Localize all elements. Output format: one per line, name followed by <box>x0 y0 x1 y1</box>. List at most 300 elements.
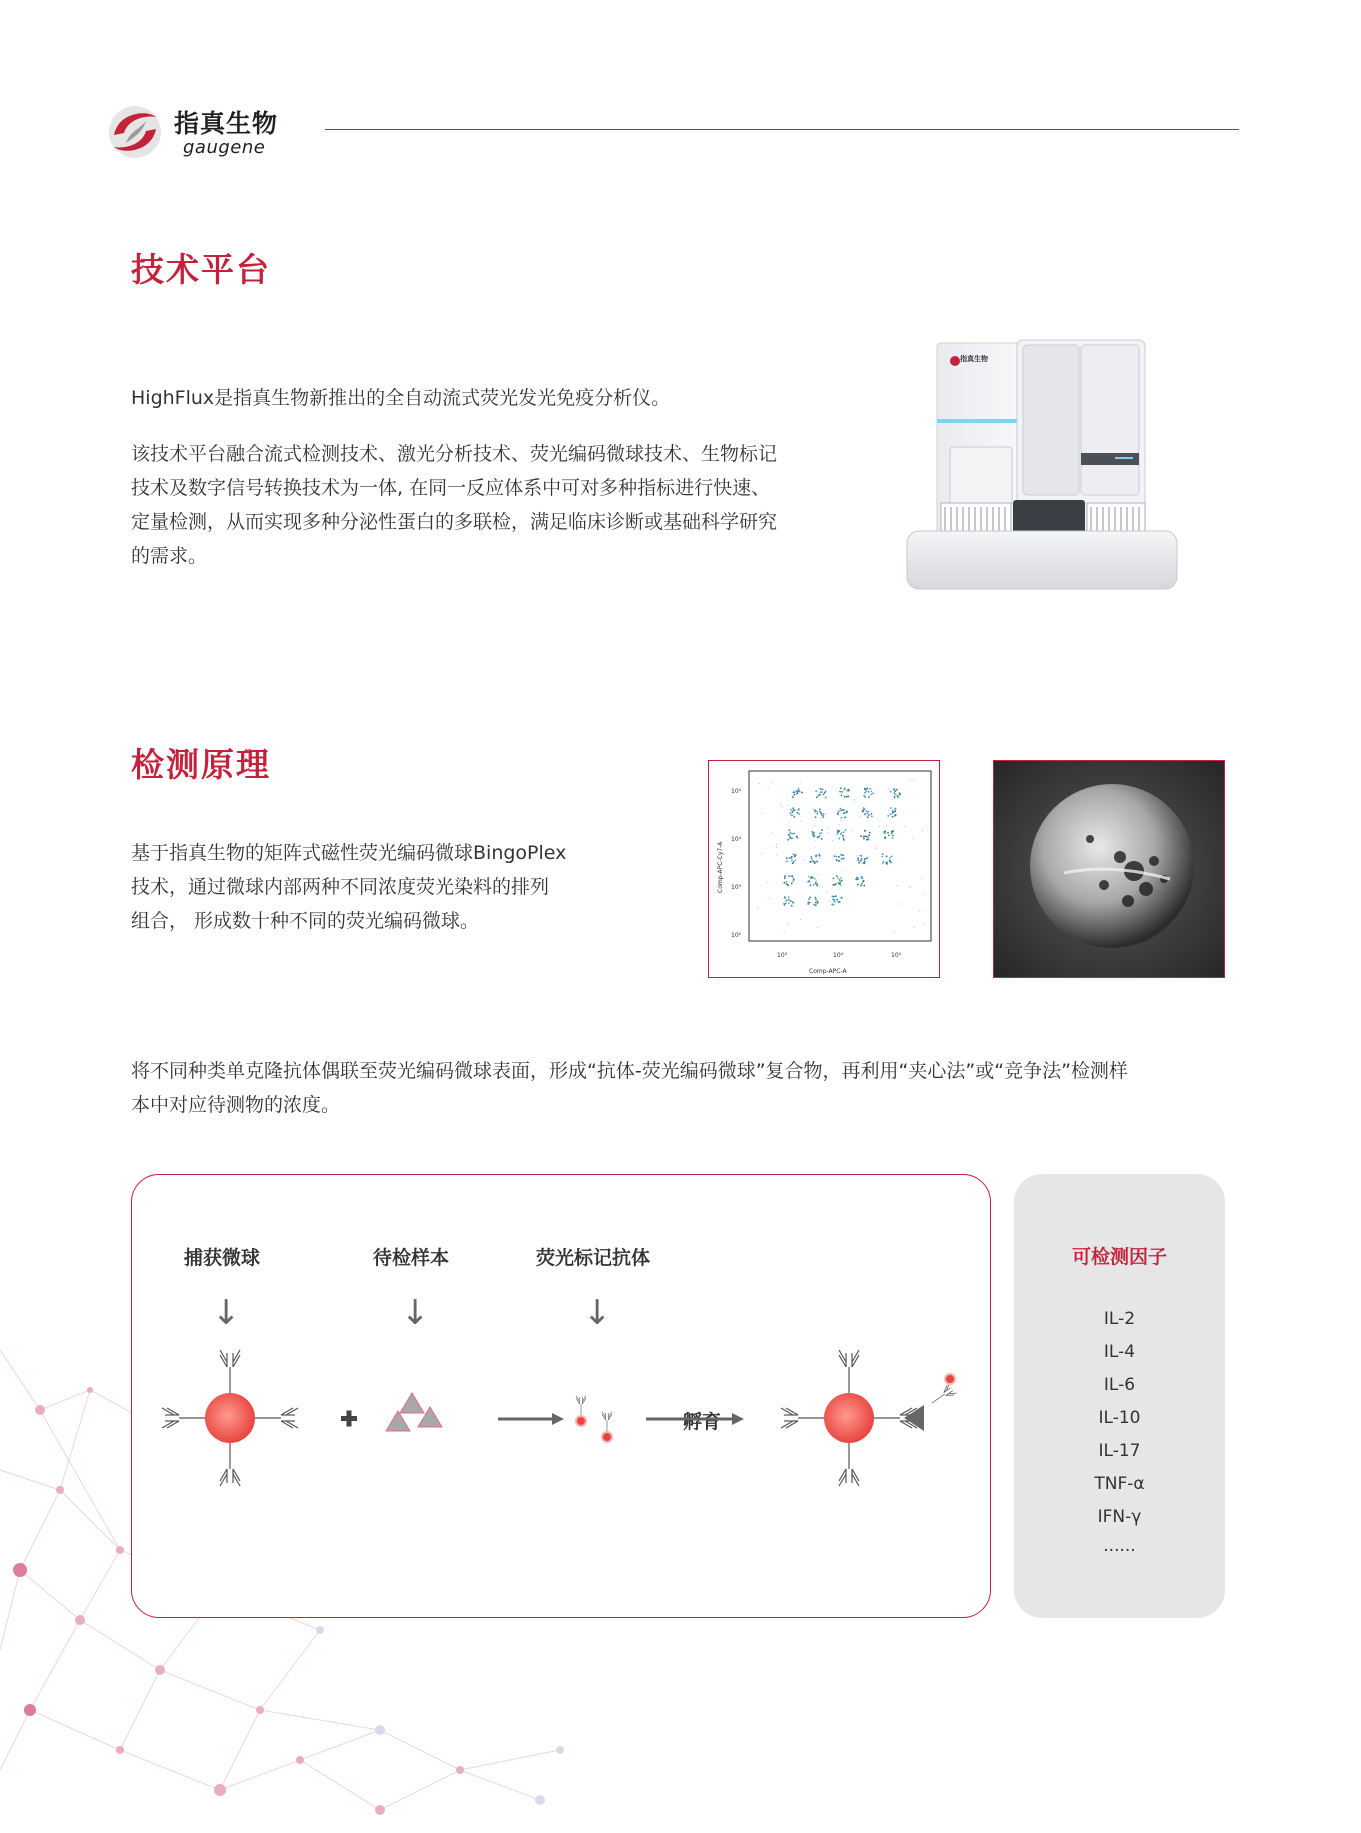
cytometry-dot <box>814 878 816 880</box>
cytometry-dot <box>860 836 862 838</box>
cytometry-dot <box>786 883 788 885</box>
cytometry-dot <box>787 839 789 841</box>
cytometry-dot <box>892 799 893 800</box>
cytometry-dot <box>791 856 793 858</box>
cytometry-dot <box>839 791 841 793</box>
factor-item: IL-10 <box>1098 1408 1141 1428</box>
cytometry-dot <box>799 791 801 793</box>
analyzer-device-image <box>905 335 1185 605</box>
cytometry-dot <box>897 885 898 886</box>
cytometry-dot <box>789 822 790 823</box>
cytometry-dot <box>863 838 865 840</box>
cytometry-dot <box>811 858 813 860</box>
cytometry-dot <box>892 816 894 818</box>
cytometry-dot <box>793 853 795 855</box>
cytometry-dot <box>825 790 827 792</box>
label-fluorescent-antibody: 荧光标记抗体 <box>535 1247 650 1269</box>
cytometry-dot <box>788 923 789 924</box>
cytometry-dot <box>812 808 813 809</box>
cytometry-dot <box>913 838 914 839</box>
cytometry-dot <box>882 853 884 855</box>
cytometry-dot <box>815 883 817 885</box>
cytometry-dot <box>891 830 893 832</box>
cytometry-dot <box>890 807 892 809</box>
cytometry-dot <box>899 794 901 796</box>
cytometry-dot <box>784 932 785 933</box>
cytometry-dot <box>829 901 830 902</box>
cytometry-dot <box>819 808 821 810</box>
cytometry-dot <box>792 807 794 809</box>
cytometry-dot <box>819 833 821 835</box>
cytometry-dot <box>860 885 862 887</box>
cytometry-dot <box>797 790 799 792</box>
factor-item: IL-6 <box>1103 1375 1136 1395</box>
cytometry-dot <box>759 783 760 784</box>
cytometry-dot <box>854 802 855 803</box>
cytometry-dot <box>762 813 763 814</box>
cytometry-dot <box>871 816 873 818</box>
cytometry-dot <box>815 899 817 901</box>
cytometry-dot <box>776 854 777 855</box>
cytometry-dot <box>841 858 843 860</box>
cytometry-dot <box>820 788 822 790</box>
label-capture-bead: 捕获微球 <box>183 1247 260 1269</box>
cytometry-dot <box>842 854 844 856</box>
y-tick-label: 10² <box>731 932 742 939</box>
cytometry-dot <box>894 796 896 798</box>
cytometry-dot <box>816 903 818 905</box>
cytometry-dot <box>881 856 883 858</box>
cytometry-dot <box>792 862 794 864</box>
platform-body-line: 该技术平台融合流式检测技术、激光分析技术、荧光编码微球技术、生物标记 <box>131 443 778 465</box>
cytometry-dot <box>819 835 821 837</box>
microsphere-sem-image <box>993 760 1225 978</box>
cytometry-dot <box>821 829 823 831</box>
cytometry-dot <box>841 880 843 882</box>
principle-body-line: 组合， 形成数十种不同的荧光编码微球。 <box>131 910 480 932</box>
cytometry-dot <box>789 813 791 815</box>
cytometry-dot <box>791 905 793 907</box>
cytometry-dot <box>796 836 798 838</box>
cytometry-dot <box>843 809 845 811</box>
cytometry-dot <box>840 808 842 810</box>
cytometry-dot <box>828 832 829 833</box>
cytometry-dot <box>871 791 873 793</box>
cytometry-dot <box>836 875 838 877</box>
cytometry-dot <box>790 809 792 811</box>
factor-item: IL-2 <box>1103 1309 1136 1329</box>
cytometry-dot <box>858 862 860 864</box>
cytometry-dot <box>800 821 801 822</box>
cytometry-dot <box>865 810 867 812</box>
cytometry-dot <box>864 813 866 815</box>
cytometry-dot <box>914 927 915 928</box>
cytometry-dot <box>871 813 873 815</box>
cytometry-dot <box>794 794 796 796</box>
y-axis-label: Comp-APC-Cy7-A <box>717 841 724 893</box>
cytometry-dot <box>868 796 870 798</box>
cytometry-dot <box>836 899 838 901</box>
cytometry-dot <box>791 860 793 862</box>
factor-item: IFN-γ <box>1097 1507 1142 1527</box>
cytometry-dot <box>868 795 869 796</box>
cytometry-dot <box>819 858 820 859</box>
cytometry-dot <box>879 826 880 827</box>
cytometry-dot <box>913 779 914 780</box>
cytometry-dot <box>861 858 863 860</box>
cytometry-dot <box>819 855 821 857</box>
cytometry-dot <box>816 883 818 885</box>
cytometry-dot <box>815 902 817 904</box>
cytometry-dot <box>757 908 758 909</box>
cytometry-dot <box>817 813 819 815</box>
cytometry-dot <box>891 833 893 835</box>
cytometry-dot <box>815 790 817 792</box>
cytometry-dot <box>852 830 853 831</box>
cytometry-dot <box>835 895 837 897</box>
cytometry-dot <box>919 911 920 912</box>
factor-item: TNF-α <box>1094 1474 1145 1494</box>
cytometry-dot <box>786 881 788 883</box>
cytometry-dot <box>813 904 815 906</box>
arrow-right-icon <box>646 1413 744 1425</box>
cytometry-dot <box>868 791 870 793</box>
gaugene-logo-icon <box>106 103 164 161</box>
cytometry-dot <box>816 796 818 798</box>
cytometry-dot <box>886 855 888 857</box>
cytometry-dot <box>868 857 869 858</box>
cytometry-dot <box>791 883 793 885</box>
arrow-down-icon: ↓ <box>212 1293 241 1333</box>
cytometry-dot <box>803 860 804 861</box>
capture-bead-icon <box>162 1350 298 1486</box>
cytometry-dot <box>817 927 818 928</box>
cytometry-dot <box>801 782 802 783</box>
cytometry-dot <box>840 810 842 812</box>
cytometry-dot <box>841 794 843 796</box>
cytometry-dot <box>839 881 841 883</box>
cytometry-dot <box>820 792 822 794</box>
detection-diagram <box>131 1174 991 1618</box>
cytometry-plot <box>709 761 941 979</box>
factor-item: IL-4 <box>1103 1342 1136 1362</box>
cytometry-dot <box>841 817 843 819</box>
cytometry-dot <box>790 832 792 834</box>
cytometry-dot <box>793 791 795 793</box>
cytometry-dot <box>838 901 840 903</box>
cytometry-dot <box>838 856 840 858</box>
cytometry-dot <box>886 825 887 826</box>
cytometry-dot <box>844 796 846 798</box>
cytometry-dot <box>857 878 859 880</box>
cytometry-dot <box>892 835 893 836</box>
cytometry-dot <box>798 788 800 790</box>
header-divider <box>325 129 1239 130</box>
cytometry-dot <box>866 839 868 841</box>
cytometry-dot <box>889 860 891 862</box>
cytometry-dot <box>836 859 838 861</box>
cytometry-dot <box>892 837 894 839</box>
cytometry-dot <box>791 811 793 813</box>
cytometry-dot <box>776 847 777 848</box>
cytometry-dot <box>813 884 815 886</box>
cytometry-dot <box>821 838 823 840</box>
cytometry-dot <box>868 834 870 836</box>
cytometry-dot <box>860 855 862 857</box>
fluorescent-antibody-icon <box>576 1396 612 1443</box>
cytometry-dot <box>808 876 810 878</box>
cytometry-dot <box>836 835 837 836</box>
cytometry-dot <box>846 811 848 813</box>
cytometry-dot <box>904 826 905 827</box>
cytometry-dot <box>813 836 815 838</box>
cytometry-dot <box>776 844 777 845</box>
cytometry-dot <box>839 830 841 832</box>
cytometry-dot <box>839 839 840 840</box>
cytometry-dot <box>788 896 790 898</box>
cytometry-dot <box>843 858 845 860</box>
cytometry-dot <box>837 878 839 880</box>
cytometry-dot <box>839 824 840 825</box>
cytometry-dot <box>797 792 799 794</box>
cytometry-dot <box>788 875 790 877</box>
platform-title: 技术平台 <box>131 250 271 289</box>
cytometry-dot <box>767 882 768 883</box>
cytometry-dot <box>894 809 895 810</box>
cytometry-dot <box>893 789 895 791</box>
cytometry-dot <box>841 897 843 899</box>
sample-antigen-icon <box>386 1393 442 1431</box>
cytometry-dot <box>815 816 817 818</box>
cytometry-dot <box>814 840 815 841</box>
brand-name-cn: 指真生物 <box>174 109 279 138</box>
cytometry-dot <box>826 891 827 892</box>
cytometry-dot <box>792 797 794 799</box>
arrow-right-icon <box>498 1413 564 1425</box>
cytometry-dot <box>850 904 851 905</box>
cytometry-dot <box>838 860 840 862</box>
cytometry-dot <box>843 831 845 833</box>
cytometry-dot <box>784 877 786 879</box>
cytometry-dot <box>857 884 859 886</box>
cytometry-dot <box>896 789 898 791</box>
cytometry-dot <box>857 857 859 859</box>
label-incubate: 孵育 <box>682 1411 721 1433</box>
cytometry-dot <box>815 811 817 813</box>
cytometry-dot <box>895 794 897 796</box>
cytometry-dot <box>818 874 819 875</box>
cytometry-dot <box>826 813 827 814</box>
cytometry-dot <box>787 805 788 806</box>
cytometry-dot <box>791 901 793 903</box>
cytometry-dot <box>844 812 846 814</box>
cytometry-dot <box>840 877 842 879</box>
cytometry-dot <box>894 815 896 817</box>
cytometry-dot <box>769 898 770 899</box>
cytometry-dot <box>837 832 839 834</box>
cytometry-dot <box>768 788 769 789</box>
cytometry-dot <box>876 846 877 847</box>
cytometry-dot <box>820 818 821 819</box>
cytometry-dot <box>863 795 865 797</box>
cytometry-dot <box>808 898 810 900</box>
cytometry-dot <box>819 886 820 887</box>
cytometry-dot <box>782 882 783 883</box>
cytometry-dot <box>790 814 792 816</box>
cytometry-dot <box>921 878 922 879</box>
cytometry-dot <box>845 829 847 831</box>
cytometry-dot <box>790 836 792 838</box>
cytometry-dot <box>808 902 810 904</box>
cytometry-dot <box>788 829 790 831</box>
cytometry-dot <box>842 835 844 837</box>
principle-body-line: 基于指真生物的矩阵式磁性荧光编码微球BingoPlex <box>131 842 567 864</box>
cytometry-dot <box>821 814 823 816</box>
cytometry-dot <box>889 857 891 859</box>
cytometry-dot <box>862 877 864 879</box>
cytometry-dot <box>785 902 787 904</box>
cytometry-dot <box>846 796 848 798</box>
cytometry-dot <box>784 882 786 884</box>
cytometry-dot <box>843 839 845 841</box>
cytometry-dot <box>819 811 821 813</box>
cytometry-dot <box>890 791 892 793</box>
cytometry-dot <box>864 788 866 790</box>
cytometry-dot <box>837 830 839 832</box>
principle-title: 检测原理 <box>131 745 271 784</box>
cytometry-dot <box>866 812 868 814</box>
diagram-illustration <box>132 1175 992 1619</box>
cytometry-dot <box>801 792 803 794</box>
sandwich-complex-icon <box>781 1350 957 1486</box>
cytometry-dot <box>901 904 902 905</box>
cytometry-dot <box>791 838 793 840</box>
cytometry-dot <box>792 881 794 883</box>
cytometry-dot <box>864 796 866 798</box>
cytometry-dot <box>922 894 923 895</box>
principle-desc-line: 将不同种类单克隆抗体偶联至荧光编码微球表面，形成“抗体-荧光编码微球”复合物，再利用“夹心法”或“竞争法”检测样 <box>131 1060 1128 1082</box>
cytometry-dot <box>832 899 834 901</box>
cytometry-dot <box>761 853 762 854</box>
cytometry-dot <box>837 813 839 815</box>
cytometry-dot <box>818 795 820 797</box>
factors-title: 可检测因子 <box>1071 1246 1167 1268</box>
cytometry-dot <box>814 863 816 865</box>
arrow-down-icon: ↓ <box>401 1293 430 1333</box>
cytometry-dot <box>867 857 868 858</box>
cytometry-dot <box>863 880 865 882</box>
cytometry-dot <box>854 799 855 800</box>
cytometry-dot <box>814 825 815 826</box>
cytometry-dot <box>857 855 858 856</box>
cytometry-dot <box>825 796 827 798</box>
cytometry-dot <box>812 834 814 836</box>
cytometry-dot <box>909 887 910 888</box>
cytometry-dot <box>816 885 818 887</box>
cytometry-dot <box>771 832 772 833</box>
cytometry-dot <box>822 789 824 791</box>
y-tick-label: 10⁵ <box>731 788 742 795</box>
detectable-factors-panel <box>1014 1174 1225 1618</box>
cytometry-dot <box>843 870 844 871</box>
cytometry-dot <box>888 788 889 789</box>
cytometry-dot <box>887 832 889 834</box>
cytometry-dot <box>839 883 841 885</box>
cytometry-dot <box>923 924 924 925</box>
cytometry-dot <box>815 856 817 858</box>
cytometry-dot <box>868 814 870 816</box>
cytometry-dot <box>786 857 788 859</box>
cytometry-dot <box>782 806 783 807</box>
cytometry-dot <box>863 836 865 838</box>
cytometry-dot <box>860 860 862 862</box>
principle-body-line: 技术，通过微球内部两种不同浓度荧光染料的排列 <box>131 876 550 898</box>
cytometry-dot <box>821 812 823 814</box>
cytometry-dot <box>897 795 899 797</box>
cytometry-dot <box>860 816 861 817</box>
cytometry-dot <box>863 809 865 811</box>
cytometry-dot <box>823 794 825 796</box>
cytometry-dot <box>814 832 816 834</box>
cytometry-dot <box>793 816 795 818</box>
cytometry-dot <box>784 875 786 877</box>
cytometry-dot <box>910 886 911 887</box>
platform-body-line: 的需求。 <box>131 545 208 567</box>
cytometry-dot <box>791 833 793 835</box>
cytometry-dot <box>922 830 923 831</box>
cytometry-dot <box>815 881 817 883</box>
cytometry-dot <box>832 884 834 886</box>
cytometry-dot <box>855 879 857 881</box>
cytometry-dot <box>862 810 864 812</box>
cytometry-dot <box>833 878 835 880</box>
cytometry-dot <box>810 877 812 879</box>
cytometry-dot <box>793 878 795 880</box>
cytometry-dot <box>844 817 846 819</box>
cytometry-dot <box>833 855 835 857</box>
cytometry-dot <box>886 862 888 864</box>
cytometry-dot <box>863 861 865 863</box>
cytometry-dot <box>888 810 889 811</box>
cytometry-dot <box>892 812 894 814</box>
cytometry-dot <box>798 813 800 815</box>
cytometry-dot-clusters <box>757 779 924 933</box>
cytometry-dot <box>794 855 796 857</box>
cytometry-dot <box>840 834 842 836</box>
cytometry-dot <box>867 811 869 813</box>
cytometry-dot <box>792 875 794 877</box>
cytometry-dot <box>883 831 885 833</box>
device-brand-label: 指真生物 <box>960 355 988 363</box>
principle-desc-line: 本中对应待测物的浓度。 <box>131 1094 341 1116</box>
cytometry-dot <box>815 897 817 899</box>
cytometry-dot <box>887 815 889 817</box>
cytometry-dot <box>883 861 885 863</box>
label-sample: 待检样本 <box>372 1247 449 1269</box>
factor-item: ...... <box>1103 1536 1136 1556</box>
cytometry-dot <box>833 896 835 898</box>
cytometry-dot <box>816 860 817 861</box>
cytometry-dot <box>810 885 812 887</box>
cytometry-dot <box>862 883 863 884</box>
cytometry-dot <box>847 796 849 798</box>
x-axis-label: Comp-APC-A <box>809 968 847 975</box>
cytometry-dot <box>786 900 788 902</box>
platform-body-line: 技术及数字信号转换技术为一体, 在同一反应体系中可对多种指标进行快速、 <box>131 477 771 499</box>
cytometry-dot <box>888 835 890 837</box>
cytometry-dot <box>793 833 795 835</box>
cytometry-dot <box>816 901 818 903</box>
